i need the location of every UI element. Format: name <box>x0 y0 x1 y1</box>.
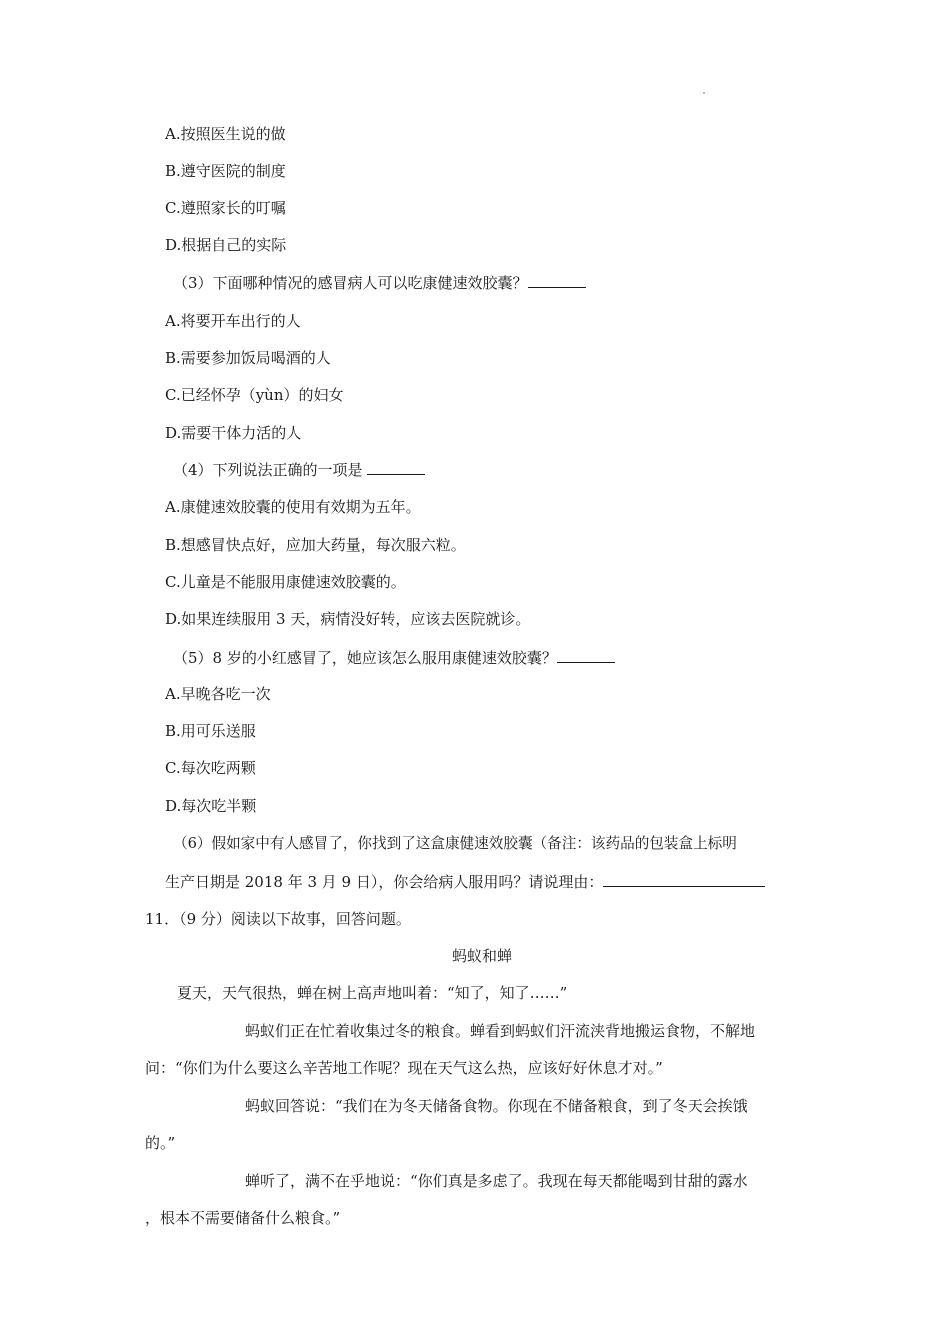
q5-stem-text: （5）8 岁的小红感冒了，她应该怎么服用康健速效胶囊？ <box>173 649 557 667</box>
q5-option-d: D.每次吃半颗 <box>165 797 257 815</box>
page-mark <box>703 92 705 94</box>
q3-option-d: D.需要干体力活的人 <box>165 424 302 442</box>
q3-answer-blank[interactable] <box>528 273 586 288</box>
q3-option-b: B.需要参加饭局喝酒的人 <box>165 349 331 367</box>
q3-option-a: A.将要开车出行的人 <box>165 312 301 330</box>
q5-option-c: C.每次吃两颗 <box>165 759 256 777</box>
q11-header: 11．（9 分）阅读以下故事，回答问题。 <box>145 910 411 928</box>
q6-stem-line1: （6）假如家中有人感冒了，你找到了这盒康健速效胶囊（备注：该药品的包装盒上标明 <box>173 835 737 852</box>
q4-option-d: D.如果连续服用 3 天，病情没好转，应该去医院就诊。 <box>165 610 531 628</box>
q5-option-a: A.早晚各吃一次 <box>165 685 271 703</box>
q6-answer-blank[interactable] <box>603 872 765 887</box>
story-paragraph-1: 夏天，天气很热，蝉在树上高声地叫着：“知了，知了……” <box>177 984 568 1002</box>
story-paragraph-3-line1: 蚂蚁回答说：“我们在为冬天储备食物。你现在不储备粮食，到了冬天会挨饿 <box>245 1097 748 1115</box>
q4-option-b: B.想感冒快点好，应加大药量，每次服六粒。 <box>165 536 466 554</box>
q2-option-c: C.遵照家长的叮嘱 <box>165 199 286 217</box>
story-title: 蚂蚁和蝉 <box>452 947 513 965</box>
q4-stem-text: （4）下列说法正确的一项是 <box>173 461 363 479</box>
story-paragraph-2-line1: 蚂蚁们正在忙着收集过冬的粮食。蝉看到蚂蚁们汗流浃背地搬运食物，不解地 <box>245 1022 756 1040</box>
q5-stem <box>173 648 615 668</box>
q2-option-b: B.遵守医院的制度 <box>165 162 286 180</box>
story-paragraph-2-line2: 问：“你们为什么要这么辛苦地工作呢？现在天气这么热，应该好好休息才对。” <box>145 1059 663 1077</box>
q5-answer-blank[interactable] <box>557 648 615 663</box>
q4-stem <box>173 460 425 480</box>
story-paragraph-4-line2: ，根本不需要储备什么粮食。” <box>145 1209 341 1227</box>
q4-option-c: C.儿童是不能服用康健速效胶囊的。 <box>165 573 406 591</box>
q2-option-d: D.根据自己的实际 <box>165 236 287 254</box>
story-paragraph-3-line2: 的。” <box>145 1134 176 1152</box>
q6-stem-line2 <box>165 872 765 892</box>
q6-stem-line2-text: 生产日期是 2018 年 3 月 9 日），你会给病人服用吗？请说理由： <box>165 873 604 891</box>
q3-stem-text: （3）下面哪种情况的感冒病人可以吃康健速效胶囊？ <box>173 274 528 292</box>
q3-stem <box>173 273 586 293</box>
q2-option-a: A.按照医生说的做 <box>165 125 286 143</box>
q4-option-a: A.康健速效胶囊的使用有效期为五年。 <box>165 498 421 516</box>
q5-option-b: B.用可乐送服 <box>165 722 256 740</box>
story-paragraph-4-line1: 蝉听了，满不在乎地说：“你们真是多虑了。我现在每天都能喝到甘甜的露水 <box>245 1172 748 1190</box>
q4-answer-blank[interactable] <box>367 460 425 475</box>
q3-option-c: C.已经怀孕（yùn）的妇女 <box>165 386 344 404</box>
